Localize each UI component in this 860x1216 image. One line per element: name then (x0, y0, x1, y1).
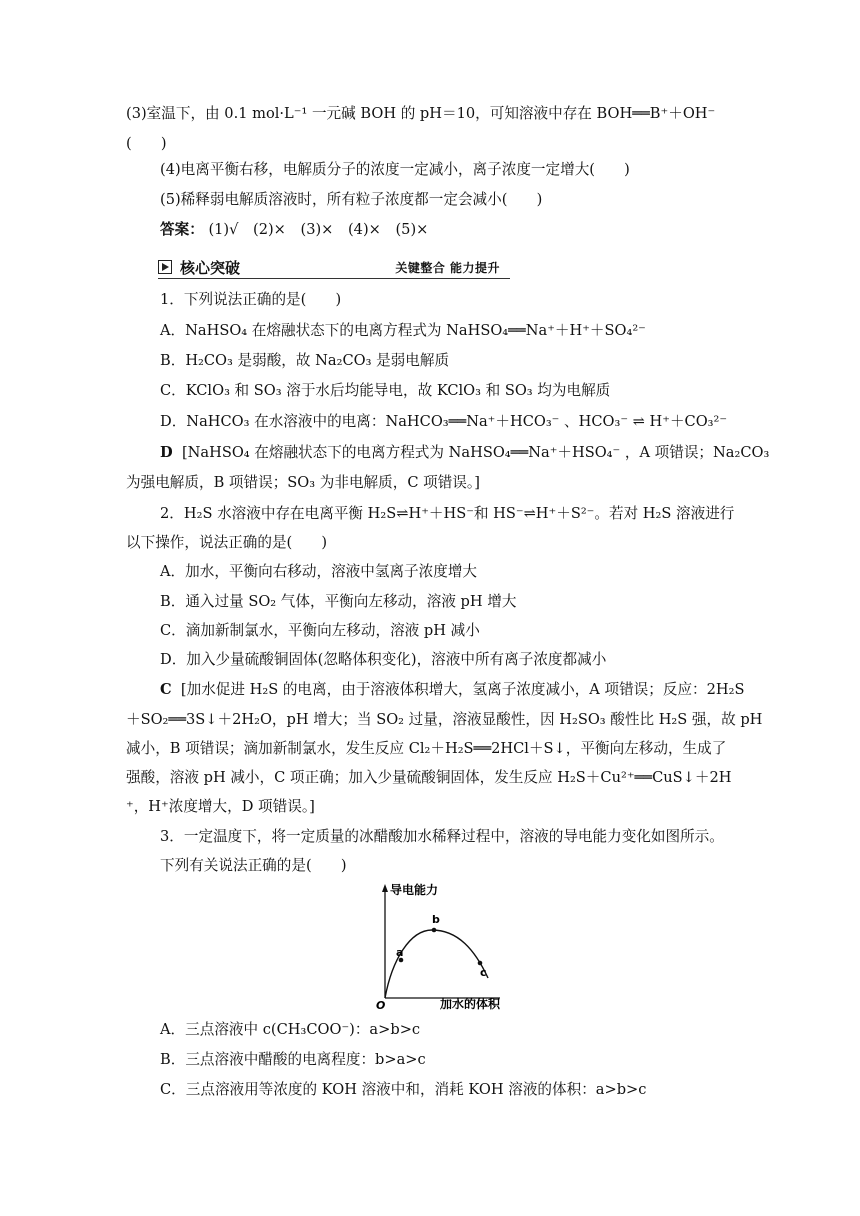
q1-answer-text: [NaHSO₄ 在熔融状态下的电离方程式为 NaHSO₄══Na⁺＋HSO₄⁻ ，A 项错误；Na₂CO₃ (181, 444, 770, 461)
q1-option-b: B．H₂CO₃ 是弱酸，故 Na₂CO₃ 是弱电解质 (160, 352, 450, 369)
q3-option-a: A．三点溶液中 c(CH₃COO⁻)：a>b>c (160, 1021, 421, 1038)
q2-option-a: A．加水，平衡向右移动，溶液中氢离子浓度增大 (160, 563, 478, 580)
q3-option-c: C．三点溶液用等浓度的 KOH 溶液中和，消耗 KOH 溶液的体积：a>b>c (160, 1081, 647, 1098)
q2-option-c: C．滴加新制氯水，平衡向左移动，溶液 pH 减小 (160, 622, 480, 639)
item-5: (5)稀释弱电解质溶液时，所有粒子浓度都一定会减小( ) (160, 191, 543, 208)
q2-answer-line-5: ⁺，H⁺浓度增大，D 项错误。] (126, 798, 315, 815)
q3-stem-1: 3．一定温度下，将一定质量的冰醋酸加水稀释过程中，溶液的导电能力变化如图所示。 (160, 828, 724, 845)
conductivity-figure (370, 880, 510, 1010)
point-c (478, 961, 483, 966)
q2-option-b: B．通入过量 SO₂ 气体，平衡向左移动，溶液 pH 增大 (160, 593, 517, 610)
item-4: (4)电离平衡右移，电解质分子的浓度一定减小，离子浓度一定增大( ) (160, 161, 630, 178)
answer-line (160, 220, 428, 240)
x-axis-label: 加水的体积 (440, 997, 501, 1010)
q1-stem: 1．下列说法正确的是( ) (160, 291, 342, 308)
point-c-label: c (480, 966, 487, 979)
q1-answer-letter: D (160, 444, 173, 461)
answer-text: (1)√ (2)× (3)× (4)× (5)× (208, 221, 429, 238)
section-header (158, 258, 510, 279)
q2-answer-text: [加水促进 H₂S 的电离，由于溶液体积增大，氢离子浓度减小，A 项错误；反应：2H₂S (180, 681, 745, 698)
point-a-label: a (396, 946, 404, 959)
point-b-label: b (432, 913, 440, 926)
section-subtitle: 关键整合 能力提升 (395, 261, 500, 275)
section-title: 核心突破 (180, 259, 241, 277)
q2-answer-line-4: 强酸，溶液 pH 减小，C 项正确；加入少量硫酸铜固体，发生反应 H₂S＋Cu²⁺══CuS↓＋2H (126, 769, 732, 786)
conductivity-curve (385, 930, 488, 998)
q2-stem-1: 2．H₂S 水溶液中存在电离平衡 H₂S⇌H⁺＋HS⁻和 HS⁻⇌H⁺＋S²⁻。若对 H₂S 溶液进行 (160, 505, 735, 522)
item-3-paren: ( ) (126, 135, 167, 152)
q1-answer-line-1 (160, 443, 769, 463)
q3-option-b: B．三点溶液中醋酸的电离程度：b>a>c (160, 1051, 426, 1068)
q2-stem-2: 以下操作，说法正确的是( ) (126, 534, 328, 551)
item-3: (3)室温下，由 0.1 mol·L⁻¹ 一元碱 BOH 的 pH＝10，可知溶液中存在 BOH══B⁺＋OH⁻ (126, 105, 716, 122)
play-icon (158, 260, 172, 274)
q2-answer-line-1 (160, 680, 745, 700)
y-axis-label: 导电能力 (390, 883, 439, 897)
point-b (432, 928, 437, 933)
q1-answer-line-2: 为强电解质，B 项错误；SO₃ 为非电解质，C 项错误。] (126, 474, 480, 491)
q2-option-d: D．加入少量硫酸铜固体(忽略体积变化)，溶液中所有离子浓度都减小 (160, 651, 607, 668)
q2-answer-letter: C (160, 681, 172, 698)
q1-option-d: D．NaHCO₃ 在水溶液中的电离：NaHCO₃══Na⁺＋HCO₃⁻ 、HCO₃⁻ ⇌ H⁺＋CO₃²⁻ (160, 413, 728, 430)
q3-stem-2: 下列有关说法正确的是( ) (160, 857, 347, 874)
q2-answer-line-2: ＋SO₂══3S↓＋2H₂O，pH 增大；当 SO₂ 过量，溶液显酸性，因 H₂SO₃ 酸性比 H₂S 强，故 pH (126, 711, 763, 728)
y-axis-arrow (382, 884, 388, 892)
answer-label: 答案： (160, 221, 204, 238)
origin-label: O (376, 999, 386, 1010)
q1-option-c: C．KClO₃ 和 SO₃ 溶于水后均能导电，故 KClO₃ 和 SO₃ 均为电解质 (160, 382, 611, 399)
q2-answer-line-3: 减小，B 项错误；滴加新制氯水，发生反应 Cl₂＋H₂S══2HCl＋S↓，平衡向左移动，生成了 (126, 740, 727, 757)
q1-option-a: A．NaHSO₄ 在熔融状态下的电离方程式为 NaHSO₄══Na⁺＋H⁺＋SO₄²⁻ (160, 322, 646, 339)
